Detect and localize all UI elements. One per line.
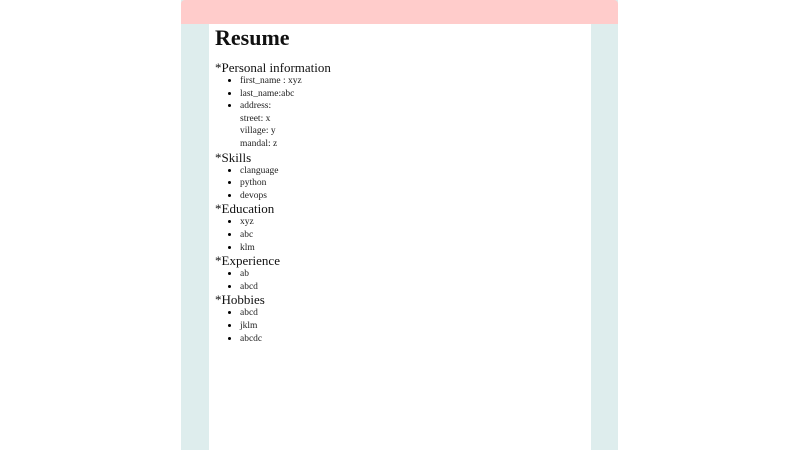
list-item: • ab <box>240 268 585 281</box>
list-item: • abc <box>240 229 585 242</box>
list-item: • first_name : xyz <box>240 75 585 88</box>
list-item: • clanguage <box>240 165 585 178</box>
list-item-address <box>240 100 585 150</box>
page-title: Resume <box>215 25 290 50</box>
hobbies-list <box>215 307 585 345</box>
skills-list <box>215 165 585 203</box>
list-item: • python <box>240 177 585 190</box>
address-street: street: x <box>240 113 271 124</box>
section-heading-education: *Education <box>215 201 275 217</box>
section-heading-personal: *Personal information <box>215 60 331 75</box>
list-item: • jklm <box>240 320 585 333</box>
list-item: • klm <box>240 242 585 255</box>
section-heading-skills: *Skills <box>215 149 252 165</box>
section-heading-experience: *Experience <box>215 253 280 269</box>
address-label: • address: <box>240 101 272 112</box>
personal-list <box>215 75 585 151</box>
address-village: village: y <box>240 126 276 137</box>
list-item: • devops <box>240 190 585 203</box>
list-item: • last_name:abc <box>240 88 585 101</box>
list-item: • abcdc <box>240 333 585 346</box>
section-heading-hobbies: *Hobbies <box>215 292 265 308</box>
list-item: • xyz <box>240 216 585 229</box>
address-mandal: mandal: z <box>240 138 278 149</box>
list-item: • abcd <box>240 307 585 320</box>
resume-content <box>215 26 585 345</box>
experience-list <box>215 268 585 293</box>
education-list <box>215 216 585 254</box>
list-item: • abcd <box>240 281 585 294</box>
header-bar <box>181 0 618 24</box>
